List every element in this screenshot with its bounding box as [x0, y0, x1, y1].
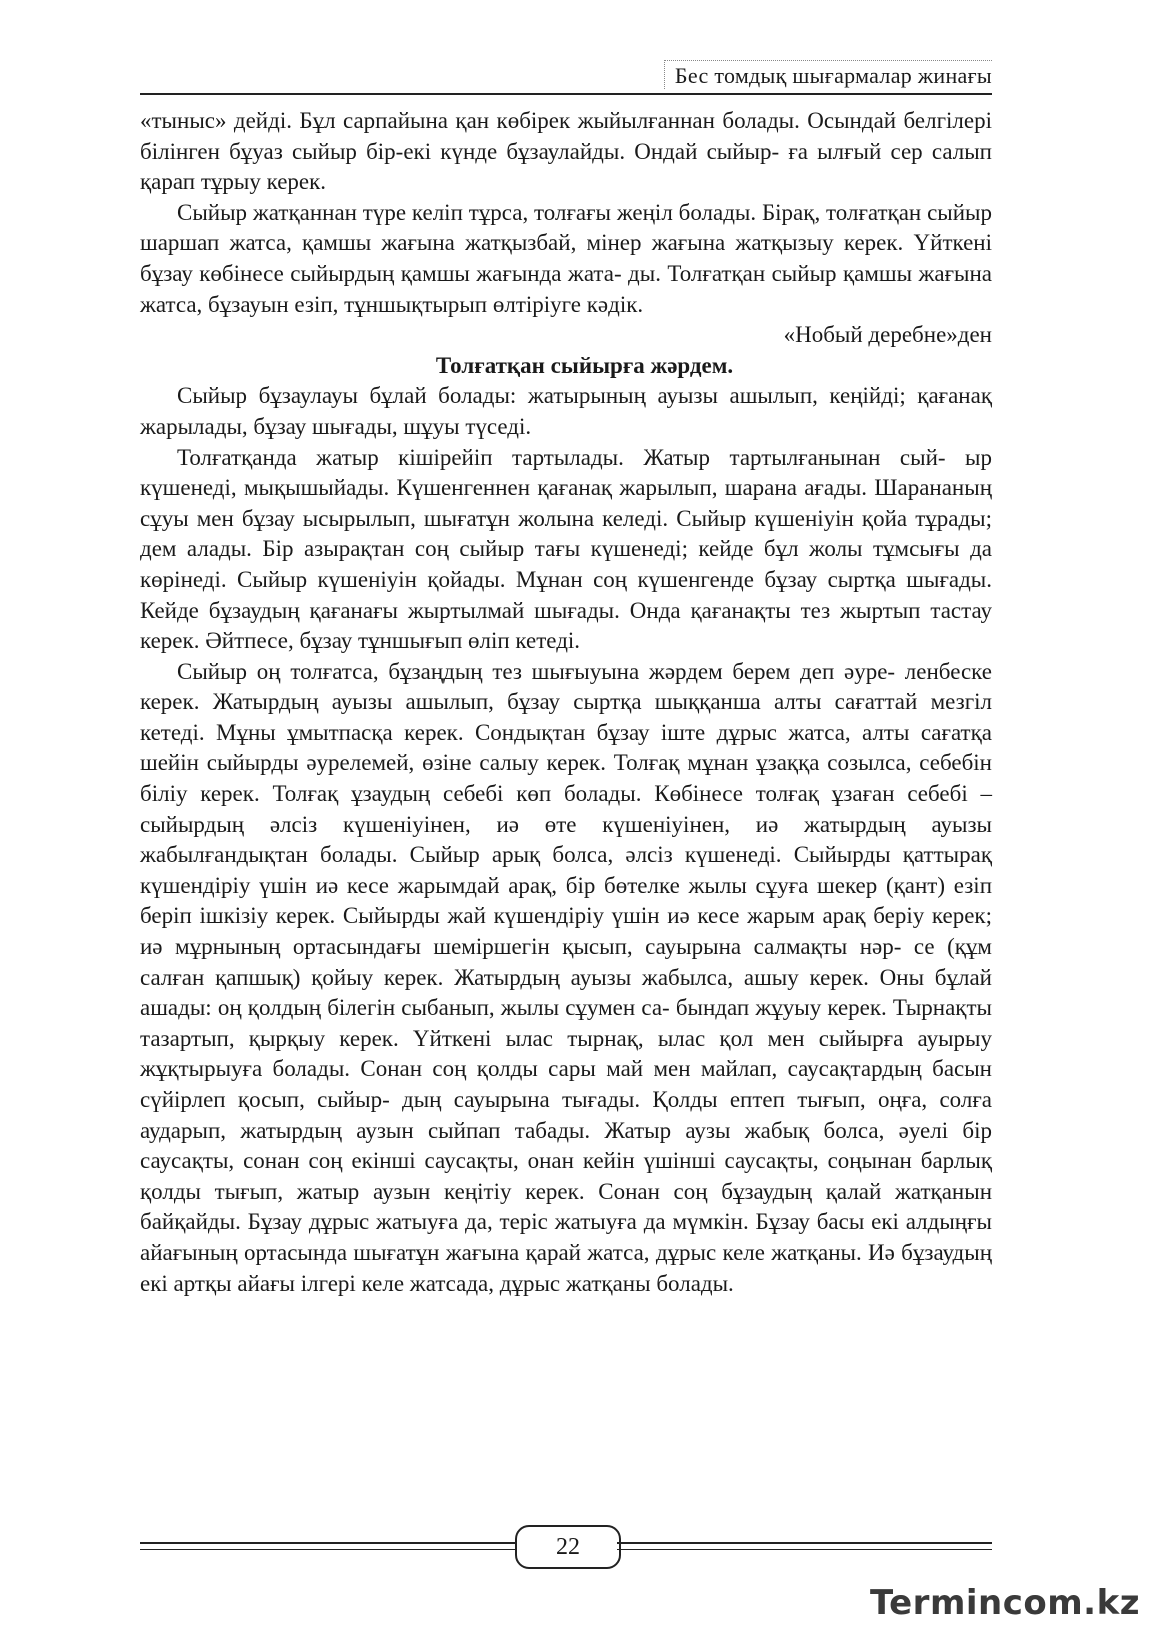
watermark-logo: Termincom.kz [869, 1583, 1140, 1623]
page-number: 22 [515, 1525, 621, 1569]
page-header [140, 54, 992, 94]
paragraph-1: «тыныс» дейді. Бұл сарпайына қан көбірек жыйылғаннан болады. Осындай белгілері білінген бұуаз сыйыр бір-екі күнде бұзаулайды. Ондай сыйыр- ға ылғый сер салып қарап тұрыу керек. [140, 108, 992, 195]
paragraph-5: Сыйыр оң толғатса, бұзаңдың тез шығыуына жәрдем берем деп әуре- ленбеске керек. Жатырдың ауызы ашылып, бұзау сыртқа шыққанша алты сағаттай мезгіл кетеді. Мұны ұмытпасқа керек. Сондықтан бұзау іште дұрыс жатса, алты сағатқа шейін сыйырды әурелемей, өзіне салыу керек. Толғақ мұнан ұзаққа созылса, себебін біліу керек. Толғақ ұзаудың себебі көп болады. Көбінесе толғақ ұзаған себебі – сыйырдың әлсіз күшеніуінен, иә өте күшеніуінен, иә жатырдың ауызы жабылғандықтан болады. Сыйыр арық болса, әлсіз күшенеді. Сыйырды қаттырақ күшендіріу үшін иә кесе жарымдай арақ, бір бөтелке жылы сұуға шекер (қант) езіп беріп ішкізіу керек. Сыйырды жай күшендіріу үшін иә кесе жарым арақ беріу керек; иә мұрнының ортасындағы шеміршегін қысып, сауырына салмақты нәр- се (құм салған қапшық) қойыу керек. Жатырдың ауызы жабылса, ашыу керек. Оны бұлай ашады: оң қолдың білегін сыбанып, жылы сұумен са- бындап жұуыу керек. Тырнақты тазартып, қырқыу керек. Үйткені ылас тырнақ, ылас қол мен сыйырға ауырыу жұқтырыуға болады. Сонан соң қолды сары май мен майлап, саусақтардың басын сүйірлеп қосып, сыйыр- дың сауырына тығады. Қолды ептеп тығып, оңға, солға аударып, жатырдың аузын сыйпап табады. Жатыр аузы жабық болса, әуелі бір саусақты, сонан соң екінші саусақты, онан кейін үшінші саусақты, соңынан барлық қолды тығып, жатыр аузын кеңітіу керек. Сонан соң бұзаудың қалай жатқанын байқайды. Бұзау дұрыс жатыуға да, теріс жатыуға да мүмкін. Бұзау басы екі алдыңғы айағының ортасында шығатұн жағына қарай жатса, дұрыс келе жатқаны. Иә бұзаудың екі артқы айағы ілгері келе жатсада, дұрыс жатқаны болады. [140, 658, 992, 1296]
header-rule [140, 93, 992, 95]
footer-rule-right [617, 1542, 992, 1550]
paragraph-2: Сыйыр жатқаннан түре келіп тұрса, толғағы жеңіл болады. Бірақ, толғатқан сыйыр шаршап жатса, қамшы жағына жатқызбай, мінер жағына жатқызыу керек. Үйткені бұзау көбінесе сыйырдың қамшы жағында жата- ды. Толғатқан сыйыр қамшы жағына жатса, бұзауын езіп, тұншықтырып өлтіріуге кәдік. [140, 199, 992, 317]
footer-rule-left [140, 1542, 515, 1550]
paragraph-3: Сыйыр бұзаулауы бұлай болады: жатырының ауызы ашылып, кеңійді; қағанақ жарылады, бұзау шығады, шұуы түседі. [140, 383, 992, 439]
paragraph-4: Толғатқанда жатыр кішірейіп тартылады. Жатыр тартылғанынан сый- ыр күшенеді, мықышыйады. Күшенгеннен қағанақ жарылып, шарана ағады. Шарананың сұуы мен бұзау ысырылып, шығатұн жолына келеді. Сыйыр күшеніуін қойа тұрады; дем алады. Бір азырақтан соң сыйыр тағы күшенеді; кейде бұл жолы тұмсығы да көрінеді. Сыйыр күшеніуін қойады. Мұнан соң күшенгенде бұзау сыртқа шығады. Кейде бұзаудың қағанағы жыртылмай шығады. Онда қағанақты тез жыртып тастау керек. Әйтпесе, бұзау тұншығып өліп кетеді. [140, 444, 992, 654]
page-content [140, 106, 992, 1299]
running-title: Бес томдық шығармалар жинағы [664, 60, 992, 89]
section-heading: Толғатқан сыйырға жәрдем. [435, 352, 734, 378]
source-attribution: «Нобый деребне»ден [783, 322, 992, 348]
page-footer [140, 1525, 992, 1569]
